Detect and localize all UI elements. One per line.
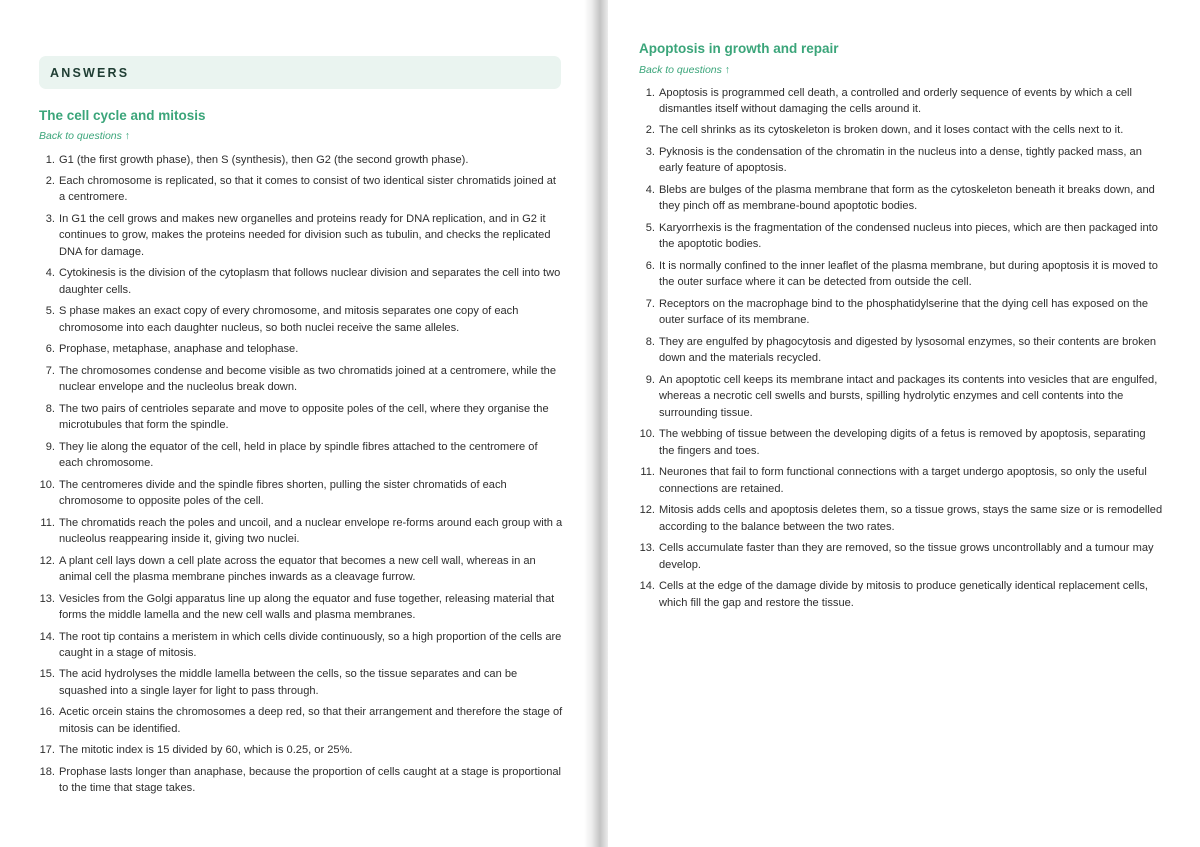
answer-text: The centromeres divide and the spindle fibres shorten, pulling the sister chromatids of each chromosome to opposite poles of the cell. — [59, 478, 507, 508]
answer-number: 12. — [39, 554, 55, 567]
answer-text: The chromosomes condense and become visible as two chromatids joined at a centromere, while the nuclear envelope and the nucleolus break down. — [59, 364, 557, 394]
answer-number: 11. — [640, 466, 655, 479]
answer-item — [39, 363, 564, 397]
answer-number: 6. — [45, 343, 55, 356]
answer-text: G1 (the first growth phase), then S (synthesis), then G2 (the second growth phase). — [59, 153, 469, 166]
answer-number: 13. — [639, 542, 655, 555]
answer-item — [639, 258, 1164, 292]
answer-number: 18. — [39, 765, 55, 778]
answer-number: 5. — [645, 221, 655, 234]
answer-number: 13. — [39, 592, 55, 605]
answer-item — [39, 152, 564, 169]
answer-item — [639, 144, 1164, 178]
answer-number: 10. — [639, 428, 655, 441]
answer-item — [639, 372, 1164, 422]
answer-text: Apoptosis is programmed cell death, a controlled and orderly sequence of events by which a cell dismantles itself without damaging the cells around it. — [659, 86, 1132, 116]
answer-text: S phase makes an exact copy of every chromosome, and mitosis separates one copy of each chromosome into each daughter nucleus, so both nuclei receive the same alleles. — [59, 305, 519, 335]
answer-number: 15. — [39, 668, 55, 681]
answer-item — [39, 401, 564, 435]
answer-number: 4. — [45, 267, 55, 280]
answer-text: The acid hydrolyses the middle lamella between the cells, so the tissue separates and can be squashed into a single layer for light to pass through. — [59, 668, 518, 698]
answer-text: The chromatids reach the poles and uncoil, and a nuclear envelope re-forms around each group with a nucleolus reappearing inside it, giving two nuclei. — [59, 516, 563, 546]
answer-number: 8. — [645, 335, 655, 348]
answer-item — [39, 341, 564, 358]
answer-item — [39, 477, 564, 511]
answer-item — [639, 334, 1164, 368]
answer-number: 7. — [45, 364, 55, 377]
answer-text: Cells accumulate faster than they are removed, so the tissue grows uncontrollably and a tumour may develop. — [659, 542, 1154, 572]
answer-text: A plant cell lays down a cell plate across the equator that becomes a new cell wall, whereas in an animal cell the plasma membrane pinches inwards as a cleavage furrow. — [59, 554, 536, 584]
answer-number: 9. — [645, 373, 655, 386]
answer-number: 1. — [45, 153, 55, 166]
answer-item — [39, 704, 564, 738]
answer-number: 12. — [639, 504, 655, 517]
answer-number: 11. — [40, 516, 55, 529]
answer-text: An apoptotic cell keeps its membrane intact and packages its contents into vesicles that are engulfed, whereas a necrotic cell swells and bursts, spilling hydrolytic enzymes and cell contents into the surrounding tissue. — [659, 373, 1158, 420]
answer-number: 6. — [645, 259, 655, 272]
section-title-apoptosis: Apoptosis in growth and repair — [639, 41, 839, 56]
answer-number: 2. — [45, 174, 55, 187]
answer-text: Prophase, metaphase, anaphase and telophase. — [59, 343, 299, 356]
answer-number: 10. — [39, 478, 55, 491]
section-title-cell-cycle: The cell cycle and mitosis — [39, 108, 206, 123]
answers-banner — [39, 56, 561, 89]
answer-item — [639, 220, 1164, 254]
answer-item — [639, 502, 1164, 536]
answer-text: Vesicles from the Golgi apparatus line up along the equator and fuse together, releasing material that forms the middle lamella and the new cell walls and plasma membranes. — [59, 592, 555, 622]
answer-text: The webbing of tissue between the developing digits of a fetus is removed by apoptosis, separating the fingers and toes. — [659, 428, 1146, 458]
answer-text: Karyorrhexis is the fragmentation of the condensed nucleus into pieces, which are then packaged into the apoptotic bodies. — [659, 221, 1158, 251]
answer-number: 17. — [39, 744, 55, 757]
answer-number: 16. — [39, 706, 55, 719]
answer-number: 4. — [645, 183, 655, 196]
answer-item — [639, 122, 1164, 139]
answer-number: 9. — [45, 440, 55, 453]
answer-number: 3. — [645, 145, 655, 158]
left-page — [0, 0, 592, 847]
answer-item — [39, 591, 564, 625]
answer-item — [39, 515, 564, 549]
answer-text: The mitotic index is 15 divided by 60, which is 0.25, or 25%. — [59, 744, 353, 757]
answer-item — [39, 211, 564, 261]
answer-text: Pyknosis is the condensation of the chromatin in the nucleus into a dense, tightly packed mass, an early feature of apoptosis. — [659, 145, 1142, 175]
answer-text: The cell shrinks as its cytoskeleton is broken down, and it loses contact with the cells next to it. — [659, 124, 1124, 137]
answer-number: 14. — [39, 630, 55, 643]
answer-number: 1. — [645, 86, 655, 99]
answers-list-cell-cycle — [39, 152, 564, 802]
answer-text: They are engulfed by phagocytosis and digested by lysosomal enzymes, so their contents are broken down and the materials recycled. — [659, 335, 1157, 365]
answer-number: 8. — [45, 402, 55, 415]
answer-item — [639, 578, 1164, 612]
answer-text: Neurones that fail to form functional connections with a target undergo apoptosis, so only the useful connections are retained. — [659, 466, 1147, 496]
answer-text: The root tip contains a meristem in which cells divide continuously, so a high proportion of the cells are caught in a stage of mitosis. — [59, 630, 562, 660]
answer-text: Each chromosome is replicated, so that it comes to consist of two identical sister chromatids joined at a centromere. — [59, 174, 556, 204]
answer-text: They lie along the equator of the cell, held in place by spindle fibres attached to the centromere of each chromosome. — [59, 440, 538, 470]
answer-text: Acetic orcein stains the chromosomes a deep red, so that their arrangement and therefore the stage of mitosis can be identified. — [59, 706, 563, 736]
answer-text: Receptors on the macrophage bind to the phosphatidylserine that the dying cell has exposed on the outer surface of its membrane. — [659, 297, 1149, 327]
answer-number: 7. — [645, 297, 655, 310]
answer-item — [639, 296, 1164, 330]
answer-text: Cytokinesis is the division of the cytoplasm that follows nuclear division and separates the cell into two daughter cells. — [59, 267, 561, 297]
answer-item — [39, 439, 564, 473]
back-to-questions-link[interactable]: Back to questions ↑ — [639, 64, 731, 76]
answer-item — [39, 629, 564, 663]
answer-text: Mitosis adds cells and apoptosis deletes them, so a tissue grows, stays the same size or is remodelled according to the balance between the two rates. — [659, 504, 1163, 534]
answers-list-apoptosis — [639, 85, 1164, 617]
answer-text: Cells at the edge of the damage divide by mitosis to produce genetically identical replacement cells, which fill the gap and restore the tissue. — [659, 580, 1149, 610]
answer-text: The two pairs of centrioles separate and move to opposite poles of the cell, where they organise the microtubules that form the spindle. — [59, 402, 549, 432]
answer-text: It is normally confined to the inner leaflet of the plasma membrane, but during apoptosis it is moved to the outer surface where it can be detected from outside the cell. — [659, 259, 1158, 289]
answer-item — [639, 426, 1164, 460]
answer-item — [639, 540, 1164, 574]
answer-item — [639, 85, 1164, 119]
answer-item — [39, 553, 564, 587]
answer-text: Blebs are bulges of the plasma membrane that form as the cytoskeleton beneath it breaks down, and they pinch off as membrane-bound apoptotic bodies. — [659, 183, 1155, 213]
answers-heading: ANSWERS — [50, 66, 130, 80]
answer-number: 2. — [645, 124, 655, 137]
answer-item — [39, 303, 564, 337]
answer-item — [39, 173, 564, 207]
answer-number: 3. — [45, 212, 55, 225]
right-page — [608, 0, 1200, 847]
answer-text: Prophase lasts longer than anaphase, because the proportion of cells caught at a stage is proportional to the time that stage takes. — [59, 765, 562, 795]
back-to-questions-link[interactable]: Back to questions ↑ — [39, 130, 131, 142]
answer-item — [39, 666, 564, 700]
answer-item — [39, 764, 564, 798]
answer-number: 5. — [45, 305, 55, 318]
answer-item — [639, 182, 1164, 216]
answer-item — [639, 464, 1164, 498]
answer-text: In G1 the cell grows and makes new organelles and proteins ready for DNA replication, and in G2 it continues to grow, makes the proteins needed for division such as tubulin, and checks the replicated DNA for damage. — [59, 212, 551, 259]
answer-item — [39, 265, 564, 299]
answer-number: 14. — [639, 580, 655, 593]
answer-item — [39, 742, 564, 759]
